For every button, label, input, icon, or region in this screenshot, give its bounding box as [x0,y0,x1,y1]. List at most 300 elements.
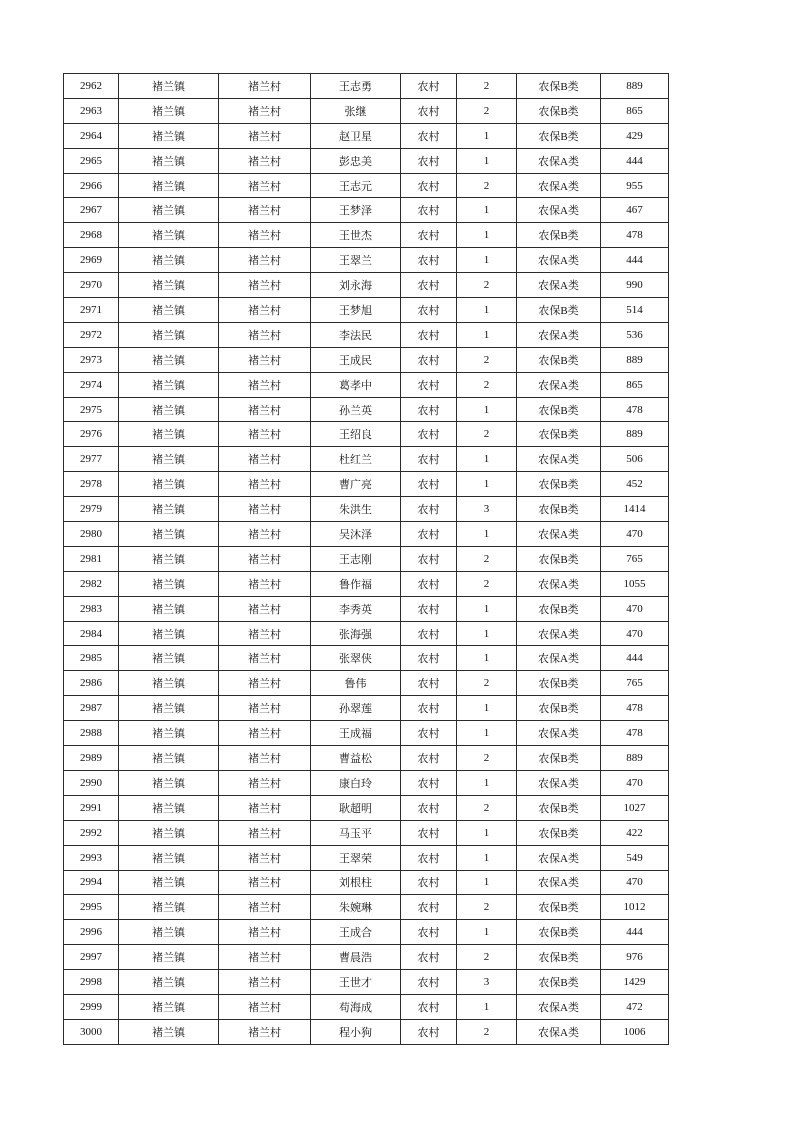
cell-village: 褚兰村 [219,248,311,273]
cell-village: 褚兰村 [219,98,311,123]
cell-village: 褚兰村 [219,273,311,298]
cell-town: 褚兰镇 [119,696,219,721]
cell-category: 农村 [401,970,457,995]
cell-insurance: 农保B类 [517,970,601,995]
cell-category: 农村 [401,870,457,895]
cell-category: 农村 [401,74,457,99]
cell-amount: 990 [601,273,669,298]
cell-category: 农村 [401,472,457,497]
cell-insurance: 农保B类 [517,820,601,845]
cell-village: 褚兰村 [219,646,311,671]
records-table-body [64,74,669,1045]
table-row [64,248,669,273]
cell-count: 1 [457,248,517,273]
table-row [64,123,669,148]
cell-serial: 2998 [64,970,119,995]
cell-amount: 470 [601,621,669,646]
table-row [64,721,669,746]
cell-town: 褚兰镇 [119,795,219,820]
cell-count: 1 [457,522,517,547]
cell-village: 褚兰村 [219,497,311,522]
cell-serial: 2982 [64,571,119,596]
cell-town: 褚兰镇 [119,298,219,323]
cell-amount: 1012 [601,895,669,920]
table-row [64,770,669,795]
table-row [64,1019,669,1044]
cell-insurance: 农保B类 [517,298,601,323]
cell-serial: 2990 [64,770,119,795]
table-row [64,322,669,347]
cell-count: 1 [457,397,517,422]
cell-name: 曹益松 [311,746,401,771]
cell-village: 褚兰村 [219,148,311,173]
cell-amount: 514 [601,298,669,323]
cell-village: 褚兰村 [219,994,311,1019]
cell-name: 马玉平 [311,820,401,845]
cell-name: 朱婉琳 [311,895,401,920]
cell-name: 王梦泽 [311,198,401,223]
cell-insurance: 农保B类 [517,497,601,522]
cell-insurance: 农保B类 [517,746,601,771]
cell-town: 褚兰镇 [119,98,219,123]
cell-village: 褚兰村 [219,472,311,497]
table-row [64,746,669,771]
cell-amount: 865 [601,98,669,123]
cell-category: 农村 [401,994,457,1019]
cell-serial: 2972 [64,322,119,347]
table-row [64,497,669,522]
cell-serial: 2978 [64,472,119,497]
cell-count: 2 [457,571,517,596]
table-row [64,422,669,447]
cell-name: 王世才 [311,970,401,995]
cell-insurance: 农保B类 [517,945,601,970]
cell-category: 农村 [401,397,457,422]
cell-name: 王成福 [311,721,401,746]
cell-amount: 478 [601,223,669,248]
cell-insurance: 农保A类 [517,721,601,746]
cell-village: 褚兰村 [219,571,311,596]
cell-town: 褚兰镇 [119,546,219,571]
table-row [64,447,669,472]
cell-serial: 2983 [64,596,119,621]
cell-amount: 429 [601,123,669,148]
cell-village: 褚兰村 [219,845,311,870]
cell-insurance: 农保B类 [517,123,601,148]
cell-village: 褚兰村 [219,895,311,920]
cell-category: 农村 [401,273,457,298]
cell-serial: 2994 [64,870,119,895]
cell-name: 孙翠莲 [311,696,401,721]
cell-town: 褚兰镇 [119,322,219,347]
cell-name: 李法民 [311,322,401,347]
cell-village: 褚兰村 [219,920,311,945]
cell-category: 农村 [401,646,457,671]
cell-insurance: 农保B类 [517,696,601,721]
cell-name: 王志勇 [311,74,401,99]
cell-village: 褚兰村 [219,671,311,696]
cell-count: 1 [457,696,517,721]
cell-town: 褚兰镇 [119,472,219,497]
cell-amount: 467 [601,198,669,223]
cell-name: 鲁作福 [311,571,401,596]
cell-village: 褚兰村 [219,820,311,845]
cell-town: 褚兰镇 [119,845,219,870]
cell-count: 2 [457,74,517,99]
cell-name: 王翠荣 [311,845,401,870]
cell-count: 1 [457,845,517,870]
cell-serial: 2976 [64,422,119,447]
cell-category: 农村 [401,372,457,397]
cell-insurance: 农保A类 [517,571,601,596]
cell-insurance: 农保A类 [517,372,601,397]
cell-insurance: 农保A类 [517,621,601,646]
cell-village: 褚兰村 [219,322,311,347]
cell-amount: 444 [601,148,669,173]
cell-name: 葛孝中 [311,372,401,397]
cell-town: 褚兰镇 [119,74,219,99]
cell-amount: 889 [601,347,669,372]
cell-serial: 2973 [64,347,119,372]
cell-town: 褚兰镇 [119,372,219,397]
cell-amount: 1429 [601,970,669,995]
cell-insurance: 农保B类 [517,895,601,920]
cell-name: 孙兰英 [311,397,401,422]
cell-count: 3 [457,970,517,995]
cell-town: 褚兰镇 [119,920,219,945]
cell-serial: 2995 [64,895,119,920]
cell-town: 褚兰镇 [119,1019,219,1044]
table-row [64,945,669,970]
table-row [64,820,669,845]
cell-name: 彭忠美 [311,148,401,173]
cell-town: 褚兰镇 [119,497,219,522]
cell-serial: 2991 [64,795,119,820]
cell-count: 2 [457,422,517,447]
cell-category: 农村 [401,497,457,522]
cell-name: 鲁伟 [311,671,401,696]
cell-town: 褚兰镇 [119,820,219,845]
cell-category: 农村 [401,1019,457,1044]
cell-town: 褚兰镇 [119,870,219,895]
cell-village: 褚兰村 [219,447,311,472]
cell-name: 程小狗 [311,1019,401,1044]
cell-category: 农村 [401,98,457,123]
cell-village: 褚兰村 [219,173,311,198]
cell-town: 褚兰镇 [119,721,219,746]
cell-insurance: 农保B类 [517,98,601,123]
cell-serial: 2967 [64,198,119,223]
cell-count: 2 [457,347,517,372]
cell-category: 农村 [401,696,457,721]
cell-name: 曹广亮 [311,472,401,497]
cell-category: 农村 [401,198,457,223]
table-row [64,845,669,870]
cell-town: 褚兰镇 [119,596,219,621]
cell-name: 王世杰 [311,223,401,248]
cell-name: 王绍良 [311,422,401,447]
cell-serial: 2968 [64,223,119,248]
cell-count: 1 [457,447,517,472]
cell-village: 褚兰村 [219,223,311,248]
cell-category: 农村 [401,746,457,771]
cell-village: 褚兰村 [219,721,311,746]
table-row [64,372,669,397]
cell-insurance: 农保A类 [517,273,601,298]
cell-category: 农村 [401,347,457,372]
cell-category: 农村 [401,820,457,845]
cell-insurance: 农保B类 [517,223,601,248]
cell-village: 褚兰村 [219,970,311,995]
cell-village: 褚兰村 [219,746,311,771]
cell-name: 张继 [311,98,401,123]
cell-name: 王志刚 [311,546,401,571]
cell-village: 褚兰村 [219,74,311,99]
cell-name: 张翠侠 [311,646,401,671]
cell-insurance: 农保A类 [517,248,601,273]
table-row [64,397,669,422]
table-row [64,596,669,621]
cell-serial: 2986 [64,671,119,696]
table-row [64,970,669,995]
cell-name: 王成合 [311,920,401,945]
cell-serial: 3000 [64,1019,119,1044]
cell-insurance: 农保A类 [517,198,601,223]
table-row [64,223,669,248]
cell-town: 褚兰镇 [119,447,219,472]
cell-count: 1 [457,198,517,223]
cell-serial: 2962 [64,74,119,99]
cell-amount: 478 [601,397,669,422]
cell-village: 褚兰村 [219,422,311,447]
cell-count: 1 [457,646,517,671]
table-row [64,646,669,671]
cell-category: 农村 [401,298,457,323]
cell-serial: 2970 [64,273,119,298]
table-row [64,571,669,596]
table-row [64,273,669,298]
cell-name: 吴沐泽 [311,522,401,547]
cell-serial: 2975 [64,397,119,422]
cell-count: 2 [457,746,517,771]
cell-amount: 444 [601,646,669,671]
cell-count: 1 [457,298,517,323]
cell-name: 杜红兰 [311,447,401,472]
table-row [64,522,669,547]
table-row [64,870,669,895]
cell-town: 褚兰镇 [119,347,219,372]
cell-count: 1 [457,994,517,1019]
cell-village: 褚兰村 [219,123,311,148]
cell-town: 褚兰镇 [119,422,219,447]
cell-category: 农村 [401,671,457,696]
table-row [64,795,669,820]
cell-village: 褚兰村 [219,696,311,721]
cell-insurance: 农保A类 [517,870,601,895]
cell-village: 褚兰村 [219,372,311,397]
cell-category: 农村 [401,571,457,596]
cell-count: 1 [457,770,517,795]
cell-count: 1 [457,472,517,497]
cell-insurance: 农保A类 [517,1019,601,1044]
cell-category: 农村 [401,596,457,621]
cell-insurance: 农保A类 [517,646,601,671]
cell-insurance: 农保A类 [517,322,601,347]
cell-count: 1 [457,148,517,173]
cell-amount: 889 [601,746,669,771]
cell-serial: 2988 [64,721,119,746]
cell-count: 1 [457,322,517,347]
table-row [64,696,669,721]
cell-insurance: 农保B类 [517,596,601,621]
cell-category: 农村 [401,920,457,945]
cell-insurance: 农保B类 [517,795,601,820]
table-row [64,546,669,571]
cell-serial: 2964 [64,123,119,148]
table-row [64,347,669,372]
cell-name: 王成民 [311,347,401,372]
cell-insurance: 农保A类 [517,845,601,870]
cell-serial: 2980 [64,522,119,547]
cell-amount: 506 [601,447,669,472]
table-row [64,148,669,173]
cell-amount: 452 [601,472,669,497]
cell-amount: 1055 [601,571,669,596]
cell-town: 褚兰镇 [119,945,219,970]
cell-serial: 2984 [64,621,119,646]
cell-town: 褚兰镇 [119,123,219,148]
cell-village: 褚兰村 [219,298,311,323]
cell-serial: 2969 [64,248,119,273]
cell-category: 农村 [401,447,457,472]
cell-count: 1 [457,721,517,746]
cell-count: 2 [457,895,517,920]
cell-amount: 444 [601,248,669,273]
cell-town: 褚兰镇 [119,621,219,646]
cell-name: 耿超明 [311,795,401,820]
cell-serial: 2974 [64,372,119,397]
cell-insurance: 农保B类 [517,422,601,447]
cell-town: 褚兰镇 [119,173,219,198]
cell-amount: 549 [601,845,669,870]
cell-category: 农村 [401,322,457,347]
cell-amount: 889 [601,422,669,447]
cell-town: 褚兰镇 [119,223,219,248]
cell-serial: 2977 [64,447,119,472]
cell-count: 2 [457,273,517,298]
cell-insurance: 农保A类 [517,148,601,173]
cell-category: 农村 [401,795,457,820]
table-row [64,98,669,123]
cell-category: 农村 [401,721,457,746]
cell-category: 农村 [401,845,457,870]
table-row [64,298,669,323]
cell-category: 农村 [401,422,457,447]
table-row [64,472,669,497]
cell-count: 1 [457,123,517,148]
cell-insurance: 农保B类 [517,74,601,99]
cell-amount: 1006 [601,1019,669,1044]
cell-insurance: 农保B类 [517,671,601,696]
cell-town: 褚兰镇 [119,522,219,547]
cell-amount: 976 [601,945,669,970]
cell-count: 2 [457,1019,517,1044]
cell-serial: 2985 [64,646,119,671]
cell-serial: 2992 [64,820,119,845]
cell-serial: 2997 [64,945,119,970]
cell-serial: 2993 [64,845,119,870]
table-row [64,895,669,920]
table-row [64,621,669,646]
cell-count: 2 [457,795,517,820]
cell-village: 褚兰村 [219,546,311,571]
cell-insurance: 农保B类 [517,920,601,945]
cell-village: 褚兰村 [219,522,311,547]
cell-serial: 2965 [64,148,119,173]
table-row [64,994,669,1019]
cell-amount: 472 [601,994,669,1019]
table-row [64,74,669,99]
cell-name: 王梦旭 [311,298,401,323]
cell-count: 1 [457,223,517,248]
cell-town: 褚兰镇 [119,198,219,223]
cell-town: 褚兰镇 [119,970,219,995]
cell-category: 农村 [401,148,457,173]
cell-category: 农村 [401,621,457,646]
cell-insurance: 农保B类 [517,347,601,372]
cell-amount: 470 [601,522,669,547]
cell-category: 农村 [401,522,457,547]
cell-insurance: 农保B类 [517,397,601,422]
cell-count: 2 [457,98,517,123]
cell-category: 农村 [401,945,457,970]
cell-village: 褚兰村 [219,397,311,422]
cell-town: 褚兰镇 [119,397,219,422]
cell-insurance: 农保B类 [517,472,601,497]
cell-count: 2 [457,671,517,696]
cell-amount: 422 [601,820,669,845]
cell-count: 3 [457,497,517,522]
table-row [64,198,669,223]
cell-serial: 2963 [64,98,119,123]
cell-name: 朱洪生 [311,497,401,522]
cell-count: 1 [457,920,517,945]
cell-count: 2 [457,546,517,571]
cell-serial: 2999 [64,994,119,1019]
cell-count: 1 [457,621,517,646]
cell-village: 褚兰村 [219,870,311,895]
cell-amount: 478 [601,696,669,721]
cell-name: 王翠兰 [311,248,401,273]
cell-village: 褚兰村 [219,795,311,820]
cell-town: 褚兰镇 [119,994,219,1019]
cell-amount: 765 [601,546,669,571]
cell-amount: 470 [601,870,669,895]
cell-amount: 1027 [601,795,669,820]
cell-category: 农村 [401,248,457,273]
cell-insurance: 农保A类 [517,173,601,198]
cell-insurance: 农保A类 [517,522,601,547]
cell-village: 褚兰村 [219,621,311,646]
cell-amount: 1414 [601,497,669,522]
cell-category: 农村 [401,895,457,920]
cell-serial: 2987 [64,696,119,721]
cell-count: 2 [457,945,517,970]
cell-serial: 2996 [64,920,119,945]
cell-town: 褚兰镇 [119,646,219,671]
cell-village: 褚兰村 [219,1019,311,1044]
cell-count: 2 [457,173,517,198]
